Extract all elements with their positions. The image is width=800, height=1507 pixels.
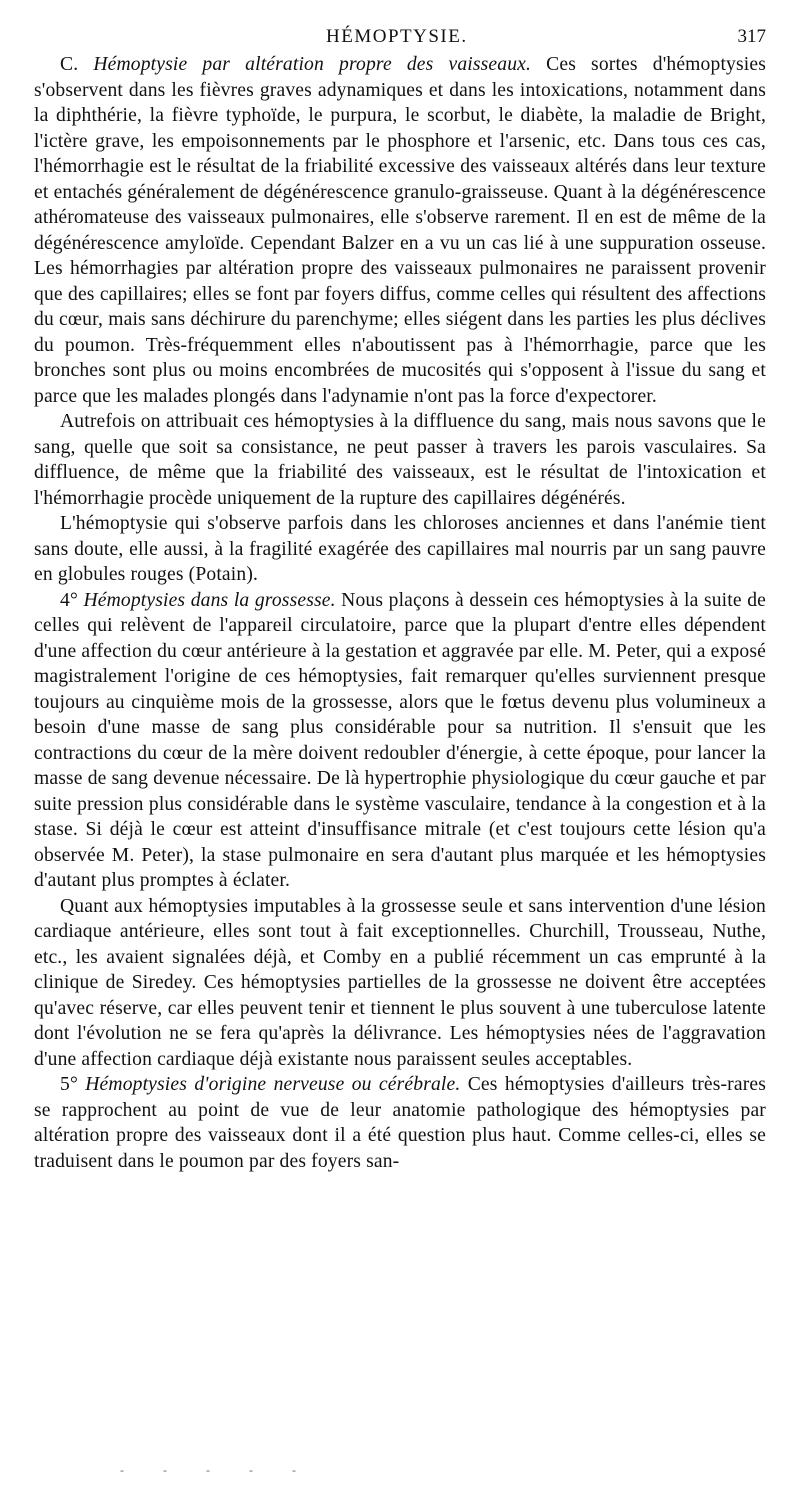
paragraph-diffluence — [34, 409, 766, 511]
running-title: HÉMOPTYSIE. — [326, 26, 468, 47]
paragraph-text: Nous plaçons à dessein ces hémoptysies à la suite de celles qui relèvent de l'appareil circulatoire, parce que la plupart d'entre elles dépendent d'une affection du cœur antérieure à la gestation et aggravée par elle. M. Peter, qui a exposé magistralement l'origine de ces hémoptysies, fait remarquer qu'elles surviennent presque toujours au cinquième mois de la grossesse, alors que le fœtus devenu plus volumineux a besoin d'une masse de sang plus considérable pour sa nutrition. Il s'ensuit que les contractions du cœur de la mère doivent redoubler d'énergie, à cette époque, pour lancer la masse de sang devenue nécessaire. De là hypertrophie physiologique du cœur gauche et par suite pression plus considérable dans le système vasculaire, tendance à la congestion et à la stase. Si déjà le cœur est atteint d'insuffisance mitrale (et c'est toujours cette lésion qu'a observée M. Peter), la stase pulmonaire en sera d'autant plus marquée et les hémoptysies d'autant plus promptes à éclater. — [34, 589, 767, 891]
section-heading: Hémoptysies dans la grossesse. — [83, 589, 336, 611]
scan-artifact-marks: - - - - - — [120, 1463, 314, 1477]
section-marker: C. — [60, 54, 94, 75]
paragraph-c-alteration-vaisseaux — [34, 52, 766, 409]
paragraph-grossesse-seule — [34, 894, 766, 1073]
paragraph-5-nerveuse — [34, 1072, 766, 1174]
section-marker: 4° — [60, 589, 84, 611]
section-heading: Hémoptysie par altération propre des vaisseaux. — [93, 54, 532, 75]
paragraph-text: Autrefois on attribuait ces hémoptysies à la diffluence du sang, mais nous savons que le sang, quelle que soit sa consistance, ne peut passer à travers les parois vasculaires. Sa diffluence, de même que la friabilité des vaisseaux, est le résultat de l'intoxication et l'hémorrhagie procède uniquement de la rupture des capillaires dégénérés. — [34, 411, 766, 509]
paragraph-chloroses — [34, 511, 766, 588]
paragraph-4-grossesse — [34, 588, 766, 894]
section-heading: Hémoptysies d'origine nerveuse ou cérébrale. — [85, 1074, 461, 1095]
page-number: 317 — [737, 26, 766, 47]
book-page — [34, 26, 766, 1174]
paragraph-text: L'hémoptysie qui s'observe parfois dans les chloroses anciennes et dans l'anémie tient sans doute, elle aussi, à la fragilité exagérée des capillaires mal nourris par un sang pauvre en globules rouges (Potain). — [34, 513, 766, 585]
running-header — [34, 26, 766, 52]
paragraph-text: Ces sortes d'hémoptysies s'observent dans les fièvres graves adynamiques et dans les intoxications, notamment dans la diphthérie, la fièvre typhoïde, le purpura, le scorbut, le diabète, la maladie de Bright, l'ictère grave, les empoisonnements par le phosphore et l'arsenic, etc. Dans tous ces cas, l'hémorrhagie est le résultat de la friabilité excessive des vaisseaux altérés dans leur texture et entachés généralement de dégénérescence granulo-graisseuse. Quant à la dégénérescence athéromateuse des vaisseaux pulmonaires, elle s'observe rarement. Il en est de même de la dégénérescence amyloïde. Cependant Balzer en a vu un cas lié à une suppuration osseuse. Les hémorrhagies par altération propre des vaisseaux pulmonaires ne paraissent provenir que des capillaires; elles se font par foyers diffus, comme celles qui résultent des affections du cœur, mais sans déchirure du parenchyme; elles siégent dans les parties les plus déclives du poumon. Très-fréquemment elles n'aboutissent pas à l'hémorrhagie, parce que les bronches sont plus ou moins encombrées de mucosités qui s'opposent à l'issue du sang et parce que les malades plongés dans l'adynamie n'ont pas la force d'expectorer. — [34, 54, 766, 407]
paragraph-text: Ces hémoptysies d'ailleurs très-rares se rapprochent au point de vue de leur anatomie pathologique des hémoptysies par altération propre des vaisseaux dont il a été question plus haut. Comme celles-ci, elles se traduisent dans le poumon par des foyers san- — [34, 1074, 766, 1172]
paragraph-text: Quant aux hémoptysies imputables à la grossesse seule et sans intervention d'une lésion cardiaque antérieure, elles sont tout à fait exceptionnelles. Churchill, Trousseau, Nuthe, etc., les avaient signalées déjà, et Comby en a publié récemment un cas emprunté à la clinique de Siredey. Ces hémoptysies partielles de la grossesse ne doivent être acceptées qu'avec réserve, car elles peuvent tenir et tiennent le plus souvent à une tuberculose latente dont l'évolution ne se fera qu'après la délivrance. Les hémoptysies nées de l'aggravation d'une affection cardiaque déjà existante nous paraissent seules acceptables. — [34, 895, 766, 1070]
section-marker: 5° — [60, 1074, 86, 1095]
